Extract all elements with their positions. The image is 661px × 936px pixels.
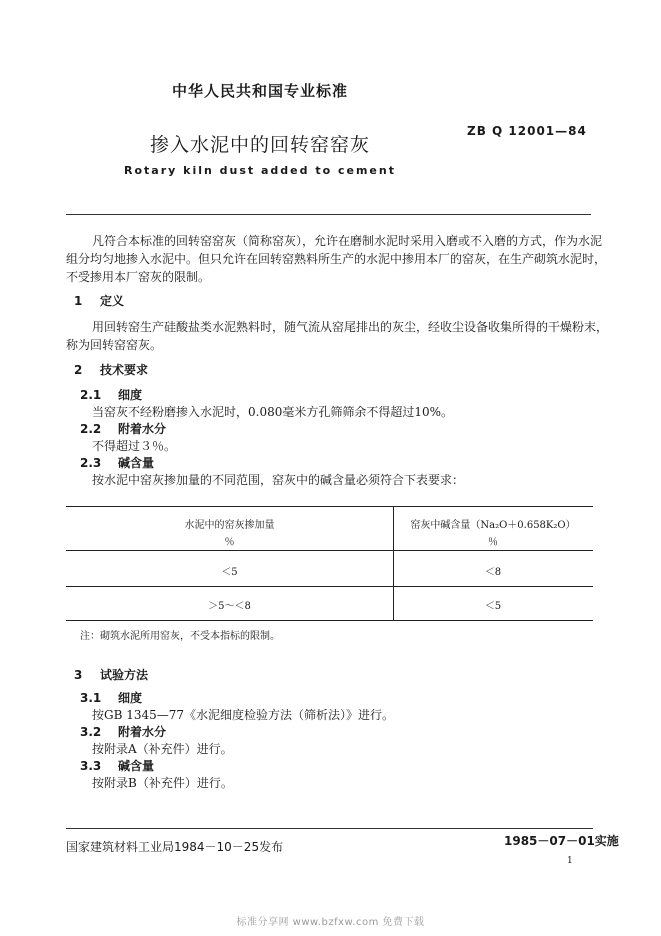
subsection-2-2-heading — [80, 420, 166, 437]
table-header-col1: 水泥中的窑灰掺加量 — [184, 520, 275, 531]
section-1-line: 称为回转窑窑灰。 — [66, 338, 163, 352]
section-3-heading — [74, 666, 148, 683]
section-title: 试验方法 — [100, 668, 149, 682]
section-title: 技术要求 — [100, 363, 149, 377]
table-bottom-rule — [66, 620, 593, 621]
issue-date: 国家建筑材料工业局1984－10－25发布 — [66, 840, 284, 854]
subsection-2-1-text: 当窑灰不经粉磨掺入水泥时，0.080毫米方孔筛筛余不得超过10%。 — [92, 405, 454, 419]
footer-divider — [66, 828, 593, 829]
table-cell: ＜8 — [484, 567, 502, 578]
subsection-3-1-text: 按GB 1345—77《水泥细度检验方法（筛析法）》进行。 — [92, 708, 395, 722]
section-1-line: 用回转窑生产硅酸盐类水泥熟料时，随气流从窑尾排出的灰尘，经收尘设备收集所得的干燥粉末， — [92, 320, 609, 334]
subsection-3-3-text: 按附录B（补充件）进行。 — [92, 776, 233, 790]
subsection-number: 2.3 — [80, 456, 102, 470]
subsection-2-2-text: 不得超过３％。 — [92, 439, 177, 453]
section-1-paragraph — [66, 318, 609, 354]
subsection-number: 2.1 — [80, 388, 102, 402]
table-header-rule — [66, 550, 593, 551]
intro-paragraph — [66, 232, 607, 286]
subsection-3-2-text: 按附录A（补充件）进行。 — [92, 742, 233, 756]
section-number: 2 — [74, 363, 83, 377]
page-number: 1 — [567, 856, 573, 866]
table-top-rule — [66, 506, 593, 507]
implementation-date: 1985－07－01实施 — [504, 834, 619, 848]
table-cell: ＜5 — [484, 601, 502, 612]
section-2-heading — [74, 361, 148, 378]
header-divider — [66, 214, 591, 215]
subsection-2-3-text: 按水泥中窑灰掺加量的不同范围，窑灰中的碱含量必须符合下表要求： — [92, 473, 465, 487]
subsection-title: 碱含量 — [118, 759, 155, 773]
subsection-title: 细度 — [118, 691, 143, 705]
document-title-en: Rotary kiln dust added to cement — [124, 164, 396, 177]
subsection-3-2-heading — [80, 723, 166, 740]
standard-number: ZB Q 12001—84 — [467, 124, 587, 138]
subsection-number: 3.3 — [80, 759, 102, 773]
section-number: 3 — [74, 668, 83, 682]
subsection-title: 碱含量 — [118, 456, 155, 470]
intro-line: 凡符合本标准的回转窑窑灰（简称窑灰），允许在磨制水泥时采用入磨或不入磨的方式，作为水泥 — [92, 234, 603, 248]
subsection-number: 3.1 — [80, 691, 102, 705]
table-header-col2: 窑灰中碱含量（Na₂O＋0.658K₂O） — [410, 520, 576, 531]
subsection-2-3-heading — [80, 454, 154, 471]
watermark-text: 标准分享网 www.bzfxw.com 免费下载 — [236, 917, 425, 928]
table-header-col2-unit: ％ — [488, 537, 498, 548]
section-number: 1 — [74, 294, 83, 308]
intro-line: 组分均匀地掺入水泥中。但只允许在回转窑熟料所生产的水泥中掺用本厂的窑灰，在生产砌筑水泥时， — [66, 252, 607, 266]
table-note: 注：砌筑水泥所用窑灰，不受本指标的限制。 — [80, 631, 280, 642]
subsection-title: 细度 — [118, 388, 143, 402]
section-title: 定义 — [100, 294, 125, 308]
table-cell: ＜5 — [221, 567, 238, 578]
table-row-rule — [66, 586, 593, 587]
table-header-col1-unit: ％ — [224, 537, 235, 548]
subsection-number: 2.2 — [80, 422, 102, 436]
subsection-number: 3.2 — [80, 725, 102, 739]
subsection-title: 附着水分 — [118, 422, 167, 436]
table-cell: ＞5～＜8 — [208, 601, 251, 612]
subsection-3-3-heading — [80, 757, 154, 774]
intro-line: 不受掺用本厂窑灰的限制。 — [66, 270, 211, 284]
subsection-3-1-heading — [80, 689, 142, 706]
publisher-heading: 中华人民共和国专业标准 — [171, 82, 348, 100]
section-1-heading — [74, 292, 124, 309]
document-title-cn: 掺入水泥中的回转窑窑灰 — [149, 134, 370, 156]
subsection-title: 附着水分 — [118, 725, 167, 739]
subsection-2-1-heading — [80, 386, 142, 403]
